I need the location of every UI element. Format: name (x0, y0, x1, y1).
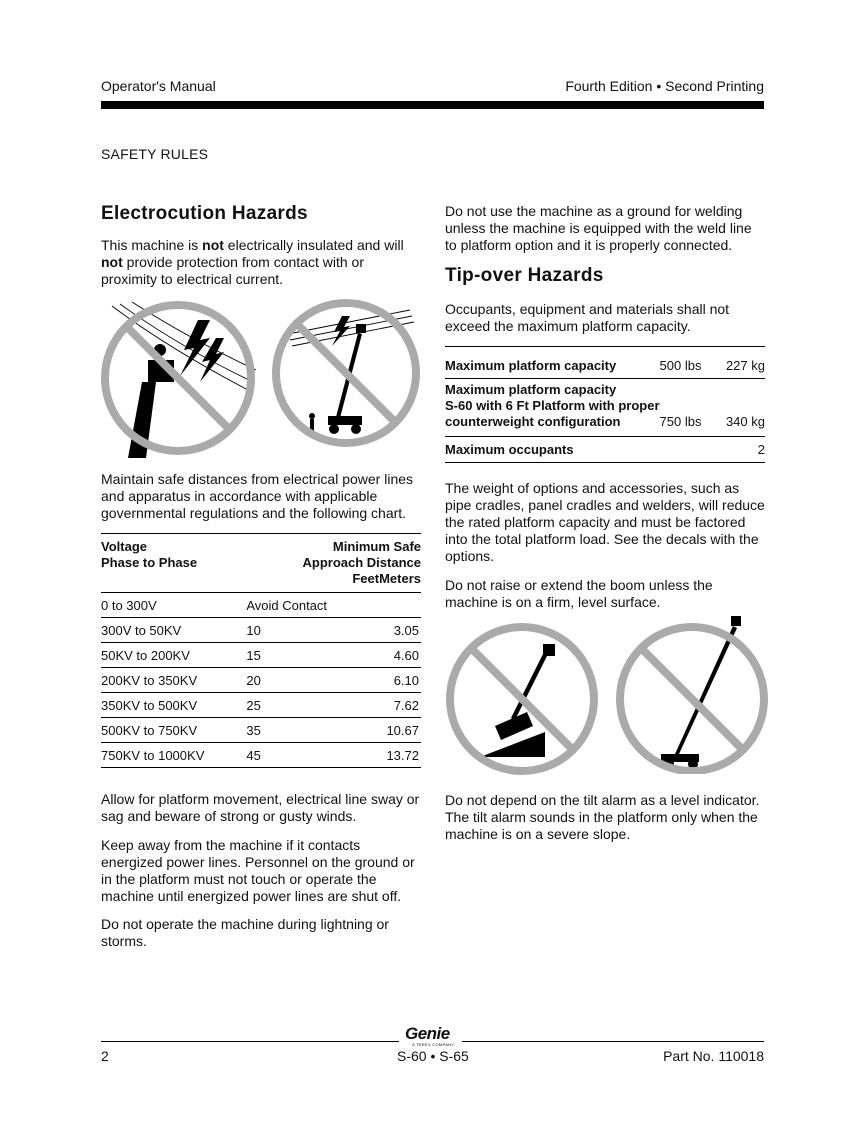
table-row: Maximum occupants 2 (445, 437, 765, 463)
table-row: 300V to 50KV 10 3.05 (101, 618, 421, 643)
options-weight-text: The weight of options and accessories, such as pipe cradles, panel cradles and welders, will reduce the rated platform capacity and must be factored into the total platform load. See the decals with the options. (445, 480, 765, 564)
voltage-distance-table (101, 533, 421, 768)
tipover-heading: Tip-over Hazards (445, 265, 604, 286)
electrocution-illustration-2 (270, 298, 422, 448)
distance-header: Minimum Safe Approach Distance Feet Meters (230, 534, 421, 593)
table-row: Maximum platform capacity S-60 with 6 Ft Platform with proper counterweight configuration 750 lbs 340 kg (445, 379, 765, 437)
table-row: 50KV to 200KV 15 4.60 (101, 643, 421, 668)
table-row: 500KV to 750KV 35 10.67 (101, 718, 421, 743)
electrocution-illustration-1 (98, 298, 258, 458)
table-row: Maximum platform capacity 500 lbs 227 kg (445, 347, 765, 379)
platform-capacity-table (445, 346, 765, 463)
electrocution-heading: Electrocution Hazards (101, 203, 308, 224)
voltage-header: Voltage Phase to Phase (101, 534, 230, 593)
table-row: 200KV to 350KV 20 6.10 (101, 668, 421, 693)
boom-lift-on-slope (480, 644, 555, 757)
welding-ground-text: Do not use the machine as a ground for welding unless the machine is equipped with the weld line to platform option and it is properly connected. (445, 203, 752, 253)
occupants-capacity-text: Occupants, equipment and materials shall not exceed the maximum platform capacity. (445, 301, 730, 334)
genie-logo: Genie (405, 1024, 450, 1043)
part-number: Part No. 110018 (663, 1048, 764, 1064)
model-numbers: S-60 • S-65 (397, 1048, 469, 1064)
table-header-row (101, 534, 421, 593)
section-title: SAFETY RULES (101, 146, 209, 162)
tilt-alarm-text: Do not depend on the tilt alarm as a level indicator. The tilt alarm sounds in the platform only when the machine is on a severe slope. (445, 792, 760, 842)
header-edition: Fourth Edition • Second Printing (565, 78, 764, 94)
table-row: 350KV to 500KV 25 7.62 (101, 693, 421, 718)
header-rule (101, 101, 764, 109)
lightning-warning-text: Do not operate the machine during lightning or storms. (101, 916, 389, 949)
keep-away-text: Keep away from the machine if it contacts energized power lines. Personnel on the ground or in the platform must not touch or operate the machine until energized power lines are shut off. (101, 837, 415, 904)
header-manual-title: Operator's Manual (101, 78, 216, 94)
tipover-illustration-1 (445, 622, 600, 777)
genie-logo-tagline: A TEREX COMPANY (412, 1042, 455, 1047)
lightning-bolt-icon (332, 316, 350, 346)
page-number: 2 (101, 1048, 109, 1064)
table-row: 0 to 300V Avoid Contact (101, 593, 421, 618)
allow-movement-text: Allow for platform movement, electrical line sway or sag and beware of strong or gusty winds. (101, 791, 420, 824)
electrocution-intro: This machine is not electrically insulated and will not provide protection from contact with or proximity to electrical current. (101, 237, 404, 287)
raise-boom-text: Do not raise or extend the boom unless the machine is on a firm, level surface. (445, 577, 713, 610)
footer-rule-left (101, 1041, 399, 1042)
maintain-distance-text: Maintain safe distances from electrical power lines and apparatus in accordance with applicable governmental regulations and the following chart. (101, 471, 414, 521)
lightning-bolt-icon (180, 320, 224, 382)
footer-rule-right (462, 1041, 764, 1042)
tipover-illustration-2 (613, 614, 771, 774)
table-row: 750KV to 1000KV 45 13.72 (101, 743, 421, 768)
